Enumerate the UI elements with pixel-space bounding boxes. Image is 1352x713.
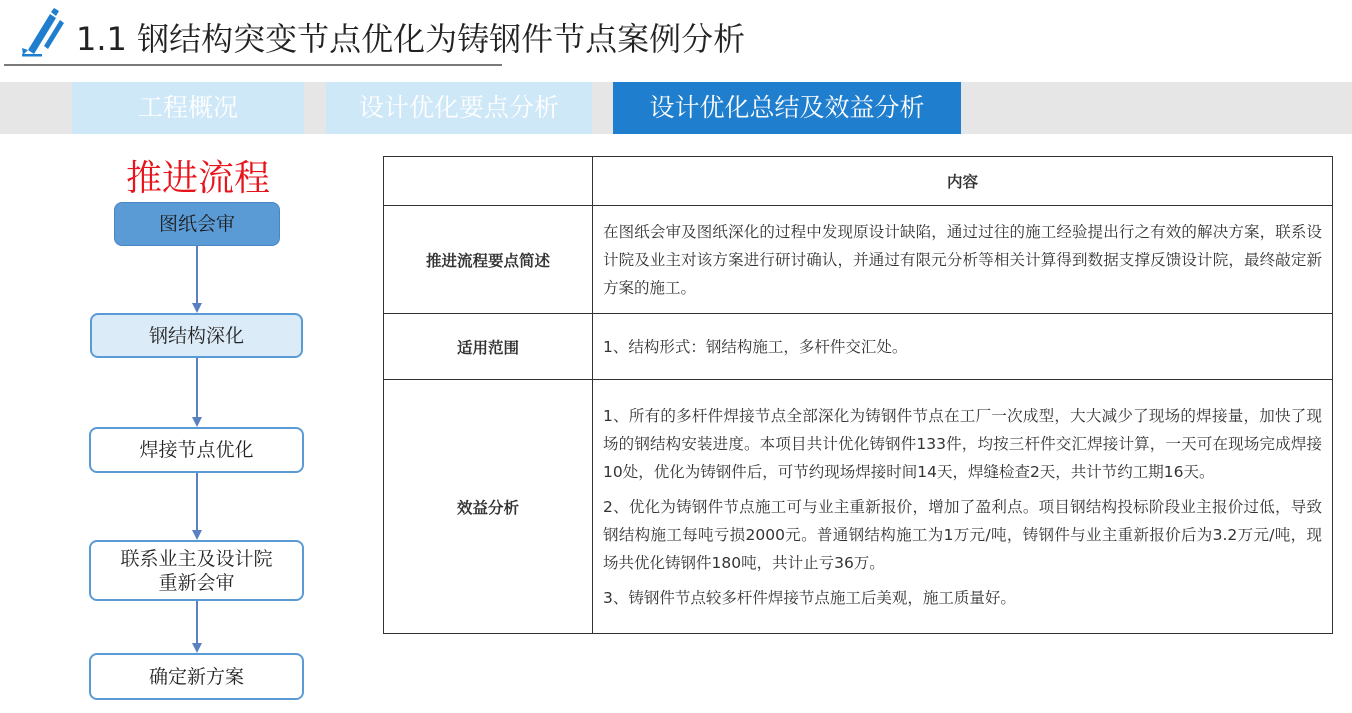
title-row bbox=[14, 4, 1344, 64]
paragraph: 1、所有的多杆件焊接节点全部深化为铸钢件节点在工厂一次成型，大大减少了现场的焊接量，加快了现场的钢结构安装进度。本项目共计优化铸钢件133件，均按三杆件交汇焊接计算，一天可在现场完成焊接10处，优化为铸钢件后，可节约现场焊接时间14天，焊缝检查2天，共计节约工期16天。 bbox=[603, 406, 1322, 481]
flow-step-weld-node-optimization bbox=[89, 427, 304, 473]
flow-step-contact-owner-design-institute bbox=[89, 540, 304, 601]
row-label-scope: 适用范围 bbox=[384, 314, 593, 380]
pen-icon bbox=[14, 6, 66, 58]
paragraph: 在图纸会审及图纸深化的过程中发现原设计缺陷，通过过往的施工经验提出行之有效的解决方案，联系设计院及业主对该方案进行研讨确认，并通过有限元分析等相关计算得到数据支撑反馈设计院，最终敲定新方案的施工。 bbox=[603, 222, 1322, 297]
flow-step-label: 钢结构深化 bbox=[148, 324, 244, 347]
flow-step-drawing-review bbox=[114, 202, 280, 246]
info-table bbox=[383, 156, 1333, 634]
tab-design-optimization-analysis[interactable]: 设计优化要点分析 bbox=[326, 82, 592, 134]
row-label-benefit-analysis: 效益分析 bbox=[384, 380, 593, 634]
flow-step-label: 焊接节点优化 bbox=[139, 439, 254, 461]
flow-step-confirm-new-plan bbox=[89, 653, 304, 700]
flow-step-label: 确定新方案 bbox=[148, 665, 244, 688]
tab-bar bbox=[0, 82, 1352, 134]
flow-step-label-line1: 联系业主及设计院 bbox=[120, 547, 273, 570]
row-content-process-summary bbox=[593, 206, 1333, 314]
row-label-process-summary: 推进流程要点简述 bbox=[384, 206, 593, 314]
row-content-scope bbox=[593, 314, 1333, 380]
table-row bbox=[384, 314, 1333, 380]
flow-title: 推进流程 bbox=[126, 158, 271, 199]
table-row bbox=[384, 206, 1333, 314]
table-row bbox=[384, 380, 1333, 634]
flow-step-label: 图纸会审 bbox=[158, 213, 235, 235]
tab-summary-and-benefit[interactable]: 设计优化总结及效益分析 bbox=[613, 82, 961, 134]
page-title: 1.1 钢结构突变节点优化为铸钢件节点案例分析 bbox=[76, 20, 746, 58]
flow-step-label-line2: 重新会审 bbox=[158, 571, 235, 594]
table-header-row bbox=[384, 157, 1333, 206]
row-content-benefit-analysis bbox=[593, 380, 1333, 634]
tab-project-overview[interactable]: 工程概况 bbox=[72, 82, 304, 134]
paragraph: 3、铸钢件节点较多杆件焊接节点施工后美观，施工质量好。 bbox=[603, 588, 1016, 607]
title-underline bbox=[4, 64, 502, 66]
paragraph: 2、优化为铸钢件节点施工可与业主重新报价，增加了盈利点。项目钢结构投标阶段业主报价过低，导致钢结构施工每吨亏损2000元。普通钢结构施工为1万元/吨，铸钢件与业主重新报价后为3.2万元/吨，现场共优化铸钢件180吨，共计止亏36万。 bbox=[603, 497, 1322, 572]
flow-step-steel-detailing bbox=[90, 313, 303, 358]
table-header-cell-empty bbox=[384, 157, 593, 206]
table-header-cell-content: 内容 bbox=[593, 157, 1333, 206]
paragraph: 1、结构形式：钢结构施工，多杆件交汇处。 bbox=[603, 337, 908, 356]
